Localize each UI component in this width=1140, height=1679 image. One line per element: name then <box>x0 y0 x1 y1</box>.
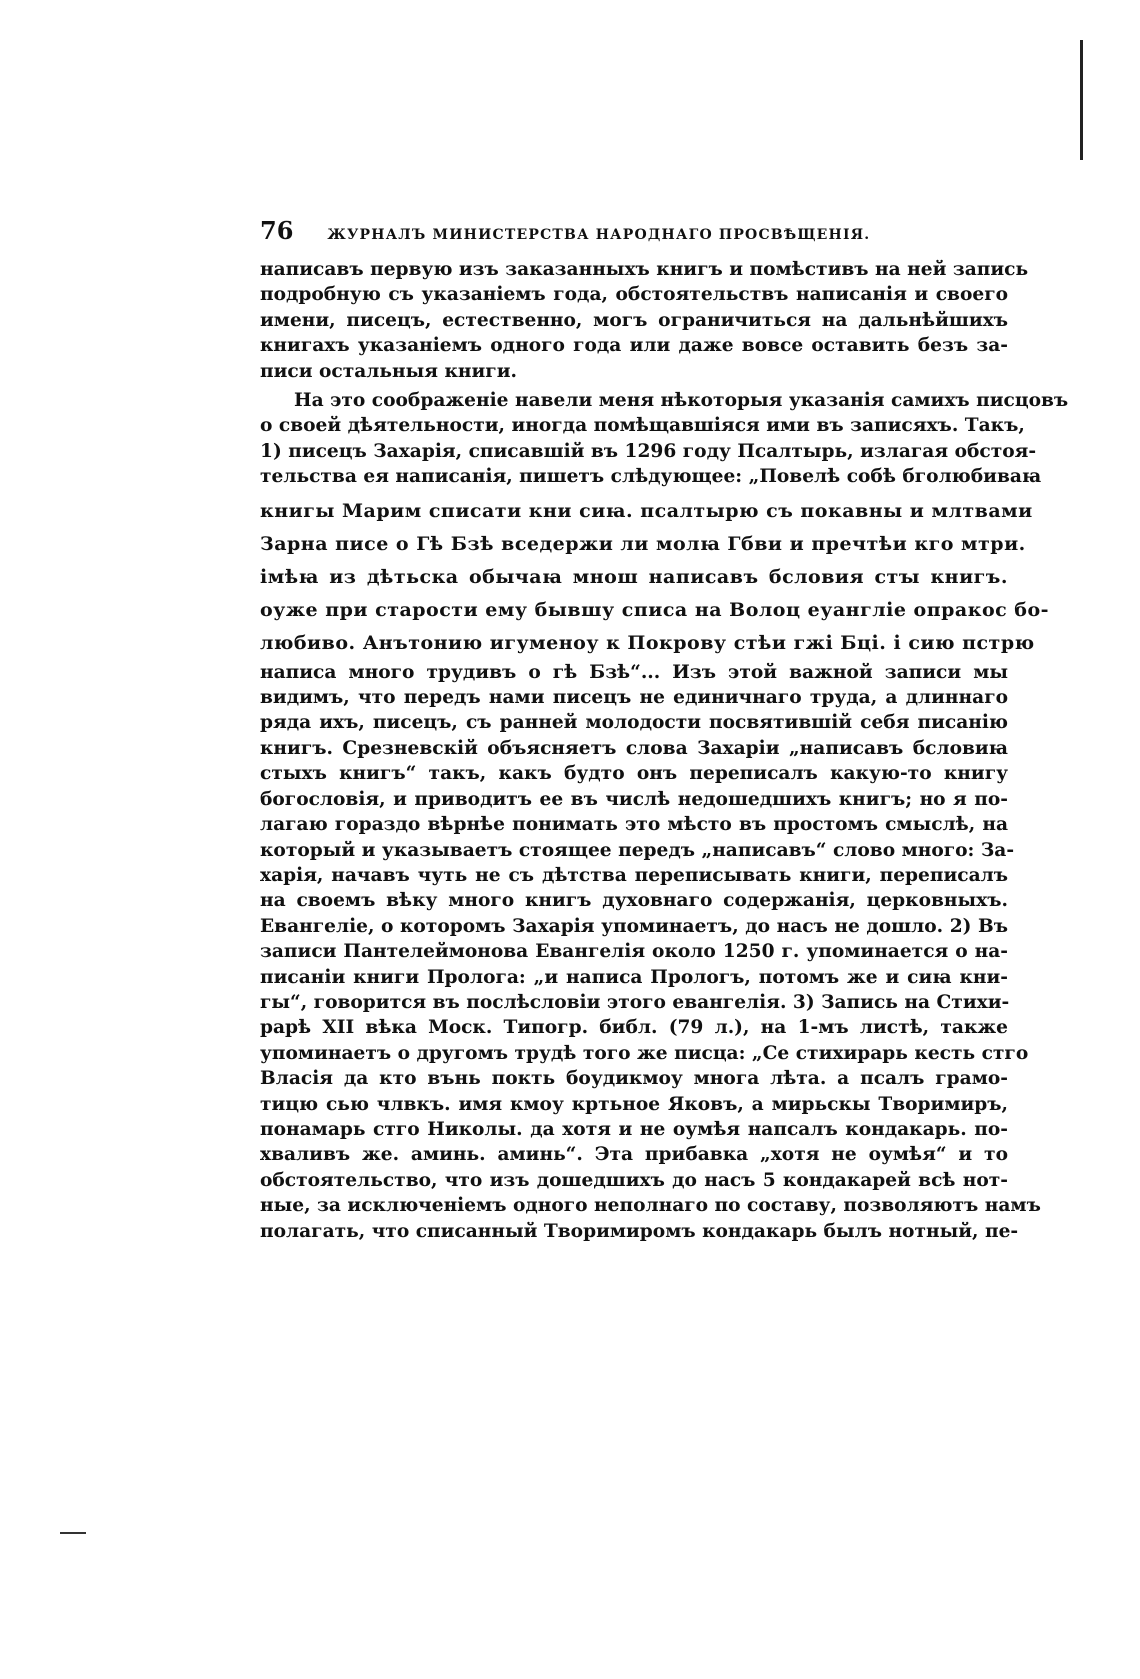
text-line: книгъ. Срезневскій объясняетъ слова Захаріи „написавъ бсловиꙗ <box>260 737 1008 759</box>
text-line: харія, начавъ чуть не съ дѣтства переписывать книги, переписалъ <box>260 864 1008 886</box>
scan-margin-mark <box>60 1532 86 1534</box>
text-line: писи остальныя книги. <box>260 360 517 382</box>
book-page <box>260 216 1069 1244</box>
text-line: тицю сью члвкъ. имя кмоу кртьное Яковъ, а мирьскы Творимиръ, <box>260 1093 1008 1115</box>
paragraph-2 <box>260 388 1069 1244</box>
text-line: о своей дѣятельности, иногда помѣщавшіяся ими въ записяхъ. Такъ, <box>260 415 1025 437</box>
text-line: Евангеліе, о которомъ Захарія упоминаетъ, до насъ не дошло. 2) Въ <box>260 915 1008 937</box>
page-number: 76 <box>260 216 294 245</box>
slavonic-quote-line: імѣꙗ из дѣтьска обычаꙗ мнош написавъ бсловия стꙑ книгъ. <box>260 565 1008 588</box>
text-line: написавъ первую изъ заказанныхъ книгъ и помѣстивъ на ней запись <box>260 259 1029 280</box>
page-header <box>260 216 1008 245</box>
text-line: книгахъ указаніемъ одного года или даже вовсе оставить безъ за- <box>260 335 1008 357</box>
text-line: хваливъ же. аминь. аминь“. Эта прибавка „хотя не оумѣя“ и то <box>260 1144 1008 1166</box>
text-line: ряда ихъ, писецъ, съ ранней молодости посвятившій себя писанію <box>260 712 1008 734</box>
text-line: рарѣ XII вѣка Моск. Типогр. библ. (79 л.), на 1-мъ листѣ, также <box>260 1017 1008 1039</box>
text-line: 1) писецъ Захарія, списавшій въ 1296 году Псалтырь, излагая обстоя- <box>260 440 1037 462</box>
text-line: видимъ, что передъ нами писецъ не единичнаго труда, а длиннаго <box>260 687 1008 709</box>
text-line: написа много трудивъ о гѣ Бзѣ“... Изъ этой важной записи мы <box>260 661 1008 683</box>
text-line: имени, писецъ, естественно, могъ ограничиться на дальнѣйшихъ <box>260 309 1008 331</box>
text-line: лагаю гораздо вѣрнѣе понимать это мѣсто въ простомъ смыслѣ, на <box>260 814 1008 836</box>
text-line: понамарь стго Николы. да хотя и не оумѣя напсалъ кондакарь. по- <box>260 1118 1008 1140</box>
text-line: стыхъ книгъ“ такъ, какъ будто онъ переписалъ какую-то книгу <box>260 763 1008 785</box>
slavonic-quote-line: книгы Марим списати кни сиꙗ. псалтырю съ покавны и млтвами <box>260 499 1033 522</box>
text-line: обстоятельство, что изъ дошедшихъ до насъ 5 кондакарей всѣ нот- <box>260 1169 1008 1191</box>
slavonic-quote-line: Зарна писе о Гѣ Бзѣ вседержи ли молꙗ Гбви и пречтѣи кго мтри. <box>260 532 1026 555</box>
slavonic-quote-line: любиво. Анътонию игуменоу к Покрову стѣи гжі Бці. і сию пстрю <box>260 631 1035 654</box>
text-line: на своемъ вѣку много книгъ духовнаго содержанія, церковныхъ. <box>260 890 1008 912</box>
text-line: упоминаетъ о другомъ трудѣ того же писца: „Се стихирарь кесть стго <box>260 1042 1029 1064</box>
text-line: записи Пантелеймонова Евангелія около 1250 г. упоминается о на- <box>260 941 1008 963</box>
text-line: богословія, и приводитъ ее въ числѣ недошедшихъ книгъ; но я по- <box>260 788 1008 810</box>
paragraph-1 <box>260 257 1029 384</box>
text-line: который и указываетъ стоящее передъ „написавъ“ слово много: За- <box>260 839 1015 861</box>
text-line: подробную съ указаніемъ года, обстоятельствъ написанія и своего <box>260 284 1008 306</box>
text-line: писаніи книги Пролога: „и написа Прологъ, потомъ же и сиꙗ кни- <box>260 966 1008 988</box>
text-line: гы“, говорится въ послѣсловіи этого евангелія. 3) Запись на Стихи- <box>260 991 1010 1013</box>
text-line: На это соображеніе навели меня нѣкоторыя указанія самихъ писцовъ <box>294 390 1069 412</box>
slavonic-quote-line: оуже при старости ему бывшу списа на Волоц еуангліе опракос бо- <box>260 598 1050 621</box>
running-head: ЖУРНАЛЪ МИНИСТЕРСТВА НАРОДНАГО ПРОСВѢЩЕНІЯ. <box>327 227 871 243</box>
text-line: тельства ея написанія, пишетъ слѣдующее: „Повелѣ собѣ бголюбиваꙗ <box>260 466 1042 488</box>
text-line: ные, за исключеніемъ одного неполнаго по составу, позволяютъ намъ <box>260 1195 1041 1217</box>
text-line: Власія да кто вънь покть боудикмоу многа лѣта. а псалъ грамо- <box>260 1068 1008 1090</box>
text-line: полагать, что списанный Творимиромъ кондакарь былъ нотный, пе- <box>260 1220 1019 1242</box>
scan-edge-line <box>1080 40 1083 160</box>
